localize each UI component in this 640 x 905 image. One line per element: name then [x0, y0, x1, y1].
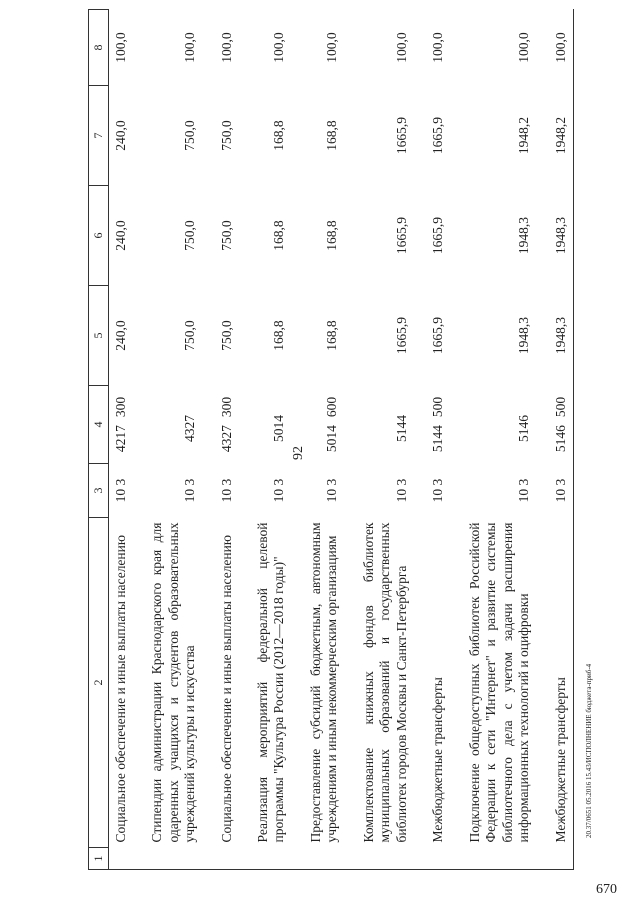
row-description: Социальное обеспечение и иные выплаты населению: [112, 535, 128, 843]
row-expense-type-code: 500: [430, 396, 446, 418]
row-col-1: [345, 848, 414, 870]
row-description: Социальное обеспечение и иные выплаты населению: [218, 535, 234, 843]
table-row: [414, 10, 450, 870]
row-description: Реализация мероприятий федеральной целевой программы "Культура России (2012—2018 годы)": [254, 522, 287, 843]
table-row: [203, 10, 239, 870]
row-value-6: 1665,9: [393, 216, 409, 255]
row-target-code-main: 4217: [112, 425, 128, 453]
row-value-7: 168,8: [324, 120, 340, 151]
budget-table: [88, 9, 574, 870]
sheet-number: 670: [596, 882, 617, 897]
row-value-6: 240,0: [112, 220, 128, 251]
row-value-6: 750,0: [182, 220, 198, 251]
row-value-5: 240,0: [112, 320, 128, 351]
row-section-code: 10 3: [271, 478, 287, 503]
row-target-code: [239, 386, 292, 464]
row-value-7: 168,8: [271, 120, 287, 151]
row-description: Межбюджетные трансферты: [430, 677, 446, 843]
row-value-6: 750,0: [218, 220, 234, 251]
row-target-code: [537, 386, 574, 464]
row-value-8: 100,0: [537, 10, 574, 86]
row-col-1: [292, 848, 345, 870]
row-section-code: 10 3: [537, 464, 574, 518]
row-target-code-main: 5146: [552, 425, 568, 453]
row-col-1: [203, 848, 239, 870]
row-target-code: [203, 386, 239, 464]
row-value-6: 168,8: [271, 220, 287, 251]
table-row: [108, 10, 133, 870]
row-col-1: [451, 848, 537, 870]
row-value-8: 100,0: [393, 32, 409, 63]
row-col-1: [108, 848, 133, 870]
row-value-8: 100,0: [271, 32, 287, 63]
row-value-5: 168,8: [324, 320, 340, 351]
row-section-code: 10 3: [430, 478, 446, 503]
row-value-6: 168,8: [324, 220, 340, 251]
row-value-8: 100,0: [182, 32, 198, 63]
row-target-code: [133, 386, 202, 464]
row-target-code-main: 5014: [271, 415, 287, 442]
row-col-1: [414, 848, 450, 870]
row-section-code: 10 3: [324, 478, 340, 503]
row-value-8: 100,0: [112, 32, 128, 63]
row-value-8: 100,0: [430, 32, 446, 63]
row-value-5: 1948,3: [516, 316, 532, 355]
row-value-7: 750,0: [218, 120, 234, 151]
row-section-code: 10 3: [516, 478, 532, 503]
row-value-8: 100,0: [324, 32, 340, 63]
row-target-code: [345, 386, 414, 464]
table-row: [345, 10, 414, 870]
header-col-1: 1: [89, 848, 109, 870]
header-col-2: 2: [89, 518, 109, 848]
row-target-code: [292, 386, 345, 464]
row-value-5: 1665,9: [393, 316, 409, 355]
row-description: Предоставление субсидий бюджетным, автономным учреждениям и иным некоммерческим организациям: [307, 522, 340, 843]
header-col-6: 6: [89, 186, 109, 286]
row-value-5: 750,0: [218, 320, 234, 351]
row-target-code-main: 5144: [430, 425, 446, 453]
row-target-code-main: 4327: [182, 415, 198, 442]
row-section-code: 10 3: [182, 478, 198, 503]
row-description: Подключение общедоступных библиотек Российской Федерации к сети "Интернет" и развитие системы библиотечного дела с учетом задачи расширения информационных технологий и оцифровки: [466, 522, 532, 843]
table-row: [451, 10, 537, 870]
row-col-1: [537, 848, 574, 870]
row-target-code-main: 5144: [393, 415, 409, 442]
table-row: [133, 10, 202, 870]
row-value-7: 1948,2: [516, 116, 532, 155]
row-target-code-main: 4327: [218, 425, 234, 453]
row-section-code: 10 3: [112, 478, 128, 503]
row-target-code-main: 5014: [324, 425, 340, 453]
row-target-code: [414, 386, 450, 464]
header-col-4: 4: [89, 386, 109, 464]
row-expense-type-code: 600: [324, 396, 340, 418]
row-value-5: 750,0: [182, 320, 198, 351]
row-section-code: 10 3: [393, 478, 409, 503]
row-description: Стипендии администрации Краснодарского края для одаренных учащихся и студентов образовательных учреждений культуры и искусства: [149, 522, 198, 843]
row-section-code: 10 3: [218, 478, 234, 503]
row-expense-type-code: 300: [112, 396, 128, 418]
row-value-7: 240,0: [112, 120, 128, 151]
table-header-row: [89, 10, 109, 870]
row-target-code: [108, 386, 133, 464]
header-col-3: 3: [89, 464, 109, 518]
row-value-7: 1948,2: [537, 86, 574, 186]
row-target-code: [451, 386, 537, 464]
table-row: [239, 10, 292, 870]
row-value-6: 1948,3: [516, 216, 532, 255]
row-expense-type-code: 500: [552, 396, 568, 418]
row-value-7: 750,0: [182, 120, 198, 151]
row-value-5: 1948,3: [537, 286, 574, 386]
row-col-1: [239, 848, 292, 870]
header-col-8: 8: [89, 10, 109, 86]
page-number: 92: [291, 446, 306, 460]
row-value-8: 100,0: [516, 32, 532, 63]
rotated-table-container: [88, 10, 608, 870]
row-description: Комплектование книжных фондов библиотек муниципальных образований и государственных библиотек городов Москвы и Санкт-Петербурга: [360, 522, 409, 843]
footer-code: 20.37/0651 05.2016 15.43/ИСПОЛНЕНИЕ бюджета-приб-4: [585, 663, 593, 838]
row-value-7: 1665,9: [430, 116, 446, 155]
table-row: [292, 10, 345, 870]
row-target-code-main: 5146: [516, 415, 532, 442]
row-value-7: 1665,9: [393, 116, 409, 155]
row-description: Межбюджетные трансферты: [537, 518, 574, 848]
table-row: [537, 10, 574, 870]
row-value-5: 1665,9: [430, 316, 446, 355]
row-value-8: 100,0: [218, 32, 234, 63]
row-value-6: 1665,9: [430, 216, 446, 255]
row-value-6: 1948,3: [537, 186, 574, 286]
header-col-7: 7: [89, 86, 109, 186]
row-value-5: 168,8: [271, 320, 287, 351]
header-col-5: 5: [89, 286, 109, 386]
row-expense-type-code: 300: [218, 396, 234, 418]
row-col-1: [133, 848, 202, 870]
